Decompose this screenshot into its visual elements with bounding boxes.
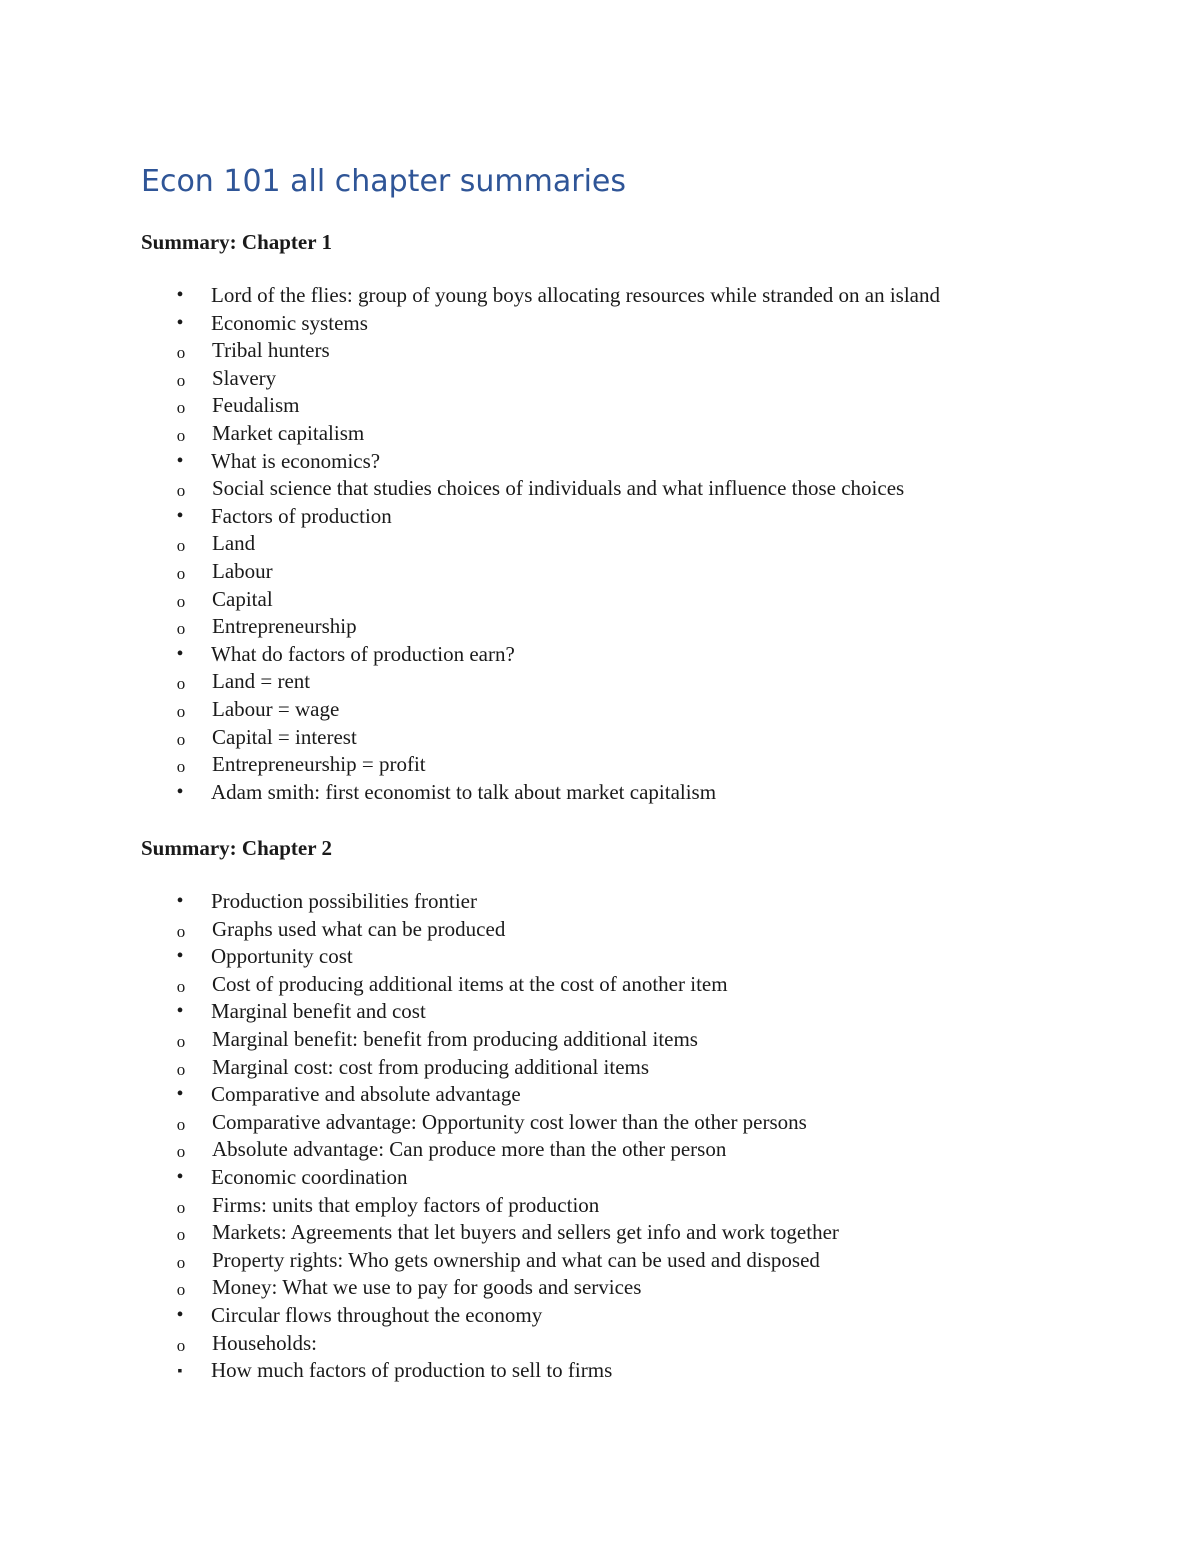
list-item-text: Money: What we use to pay for goods and services bbox=[212, 1275, 642, 1300]
bullet-marker: o bbox=[176, 674, 186, 694]
list-item bbox=[71, 1136, 1141, 1164]
list-item bbox=[71, 530, 1141, 558]
list-item bbox=[71, 751, 1141, 779]
sub-list bbox=[141, 1192, 1141, 1302]
list-item-text: Economic systems bbox=[211, 310, 368, 335]
list-item-text: Capital bbox=[212, 586, 273, 611]
list-item bbox=[71, 1274, 1141, 1302]
list-item-text: Land bbox=[212, 531, 256, 556]
bullet-marker: o bbox=[176, 1114, 186, 1134]
list-item-text: Market capitalism bbox=[212, 420, 365, 445]
list-item bbox=[141, 1164, 1141, 1192]
bullet-marker: o bbox=[176, 370, 186, 390]
list-item-text: Feudalism bbox=[212, 393, 300, 418]
list-item-text: Households: bbox=[212, 1330, 317, 1355]
list-item bbox=[141, 1081, 1141, 1109]
list-item-text: Social science that studies choices of individuals and what influence those choices bbox=[212, 476, 905, 501]
list-item bbox=[71, 392, 1141, 420]
sub-list bbox=[141, 475, 1141, 503]
list-item bbox=[141, 282, 1141, 310]
sub-list bbox=[141, 530, 1141, 640]
list-item-text: Cost of producing additional items at the cost of another item bbox=[212, 971, 728, 996]
bullet-marker: o bbox=[176, 729, 186, 749]
bullet-marker: • bbox=[176, 449, 184, 472]
list-item-text: Labour bbox=[212, 558, 273, 583]
list-item bbox=[71, 971, 1141, 999]
list-item-text: Capital = interest bbox=[212, 724, 357, 749]
sub-list bbox=[141, 1109, 1141, 1164]
sub-list bbox=[141, 668, 1141, 778]
list-item bbox=[71, 1054, 1141, 1082]
bullet-marker: o bbox=[176, 591, 186, 611]
list-item bbox=[141, 998, 1141, 1026]
list-item-text: Labour = wage bbox=[212, 696, 340, 721]
bullet-marker: o bbox=[176, 343, 186, 363]
list-item-text: Comparative and absolute advantage bbox=[211, 1082, 521, 1107]
list-item bbox=[141, 779, 1141, 807]
list-item bbox=[141, 1302, 1141, 1330]
sub-list bbox=[141, 1330, 1141, 1385]
list-item-text: Land = rent bbox=[212, 669, 311, 694]
list-item-text: How much factors of production to sell to firms bbox=[211, 1358, 613, 1383]
list-item bbox=[71, 1192, 1141, 1220]
chapter-1-heading: Summary: Chapter 1 bbox=[141, 230, 332, 254]
list-item-text: Markets: Agreements that let buyers and sellers get info and work together bbox=[212, 1220, 839, 1245]
list-item bbox=[71, 668, 1141, 696]
list-item-text: Production possibilities frontier bbox=[211, 889, 477, 913]
list-item bbox=[71, 613, 1141, 641]
sub-list bbox=[141, 1357, 1141, 1385]
list-item-text: Circular flows throughout the economy bbox=[211, 1302, 543, 1327]
bullet-marker: ▪ bbox=[177, 1364, 183, 1380]
bullet-marker: o bbox=[176, 425, 186, 445]
bullet-marker: o bbox=[176, 398, 186, 418]
list-item bbox=[71, 1026, 1141, 1054]
list-item bbox=[141, 310, 1141, 338]
sub-list bbox=[141, 337, 1141, 447]
bullet-marker: o bbox=[176, 1059, 186, 1079]
bullet-marker: o bbox=[176, 701, 186, 721]
list-item bbox=[0, 1357, 1141, 1385]
list-item bbox=[71, 724, 1141, 752]
list-item bbox=[71, 475, 1141, 503]
bullet-marker: • bbox=[176, 1303, 184, 1326]
list-item bbox=[141, 943, 1141, 971]
chapter-2-heading: Summary: Chapter 2 bbox=[141, 836, 332, 860]
bullet-marker: • bbox=[176, 284, 184, 306]
bullet-marker: • bbox=[176, 642, 184, 665]
chapter-2-list bbox=[141, 888, 1141, 1385]
list-item-text: Property rights: Who gets ownership and what can be used and disposed bbox=[212, 1247, 820, 1272]
list-item-text: What is economics? bbox=[211, 448, 381, 473]
bullet-marker: • bbox=[176, 1083, 184, 1106]
chapter-1-section bbox=[141, 228, 1141, 806]
list-item-text: Firms: units that employ factors of production bbox=[212, 1192, 600, 1217]
list-item bbox=[71, 337, 1141, 365]
bullet-marker: o bbox=[176, 563, 186, 583]
list-item bbox=[71, 558, 1141, 586]
list-item-text: Absolute advantage: Can produce more than the other person bbox=[212, 1137, 727, 1162]
list-item-text: What do factors of production earn? bbox=[211, 641, 515, 666]
bullet-marker: o bbox=[176, 536, 186, 556]
bullet-marker: • bbox=[176, 890, 184, 912]
document-title: Econ 101 all chapter summaries bbox=[141, 164, 626, 199]
list-item bbox=[141, 888, 1141, 916]
bullet-marker: o bbox=[176, 921, 186, 941]
list-item-text: Comparative advantage: Opportunity cost lower than the other persons bbox=[212, 1109, 807, 1134]
bullet-marker: o bbox=[176, 976, 186, 996]
bullet-marker: • bbox=[176, 945, 184, 968]
list-item-text: Marginal benefit: benefit from producing additional items bbox=[212, 1026, 698, 1051]
sub-list bbox=[141, 971, 1141, 999]
list-item-text: Factors of production bbox=[211, 503, 392, 528]
list-item-text: Entrepreneurship bbox=[212, 614, 357, 639]
bullet-marker: o bbox=[176, 619, 186, 639]
list-item bbox=[71, 1219, 1141, 1247]
bullet-marker: o bbox=[176, 757, 186, 777]
list-item-text: Marginal benefit and cost bbox=[211, 999, 426, 1024]
bullet-marker: o bbox=[176, 1142, 186, 1162]
list-item-text: Adam smith: first economist to talk about market capitalism bbox=[211, 779, 717, 804]
list-item-text: Marginal cost: cost from producing additional items bbox=[212, 1054, 650, 1079]
bullet-marker: • bbox=[176, 1000, 184, 1023]
list-item bbox=[141, 448, 1141, 476]
bullet-marker: o bbox=[176, 1197, 186, 1217]
list-item-text: Entrepreneurship = profit bbox=[212, 752, 426, 777]
list-item-text: Slavery bbox=[212, 365, 277, 390]
bullet-marker: • bbox=[176, 780, 184, 803]
sub-list bbox=[141, 916, 1141, 944]
list-item-text: Lord of the flies: group of young boys allocating resources while stranded on an island bbox=[211, 283, 940, 307]
bullet-marker: • bbox=[176, 311, 184, 334]
list-item bbox=[141, 641, 1141, 669]
list-item-text: Economic coordination bbox=[211, 1164, 408, 1189]
list-item bbox=[71, 1247, 1141, 1275]
list-item bbox=[71, 586, 1141, 614]
bullet-marker: o bbox=[176, 1031, 186, 1051]
bullet-marker: o bbox=[176, 481, 186, 501]
list-item bbox=[71, 420, 1141, 448]
bullet-marker: o bbox=[176, 1225, 186, 1245]
bullet-marker: o bbox=[176, 1280, 186, 1300]
bullet-marker: o bbox=[176, 1252, 186, 1272]
list-item bbox=[141, 503, 1141, 531]
chapter-1-list bbox=[141, 282, 1141, 806]
sub-list bbox=[141, 1026, 1141, 1081]
bullet-marker: o bbox=[176, 1335, 186, 1355]
list-item bbox=[71, 916, 1141, 944]
list-item-text: Opportunity cost bbox=[211, 944, 353, 969]
list-item bbox=[71, 1109, 1141, 1137]
list-item-text: Tribal hunters bbox=[212, 338, 330, 363]
list-item bbox=[71, 365, 1141, 393]
list-item bbox=[71, 1330, 1141, 1358]
chapter-2-section bbox=[141, 834, 1141, 1385]
list-item bbox=[71, 696, 1141, 724]
bullet-marker: • bbox=[176, 504, 184, 527]
list-item-text: Graphs used what can be produced bbox=[212, 916, 506, 941]
bullet-marker: • bbox=[176, 1165, 184, 1188]
